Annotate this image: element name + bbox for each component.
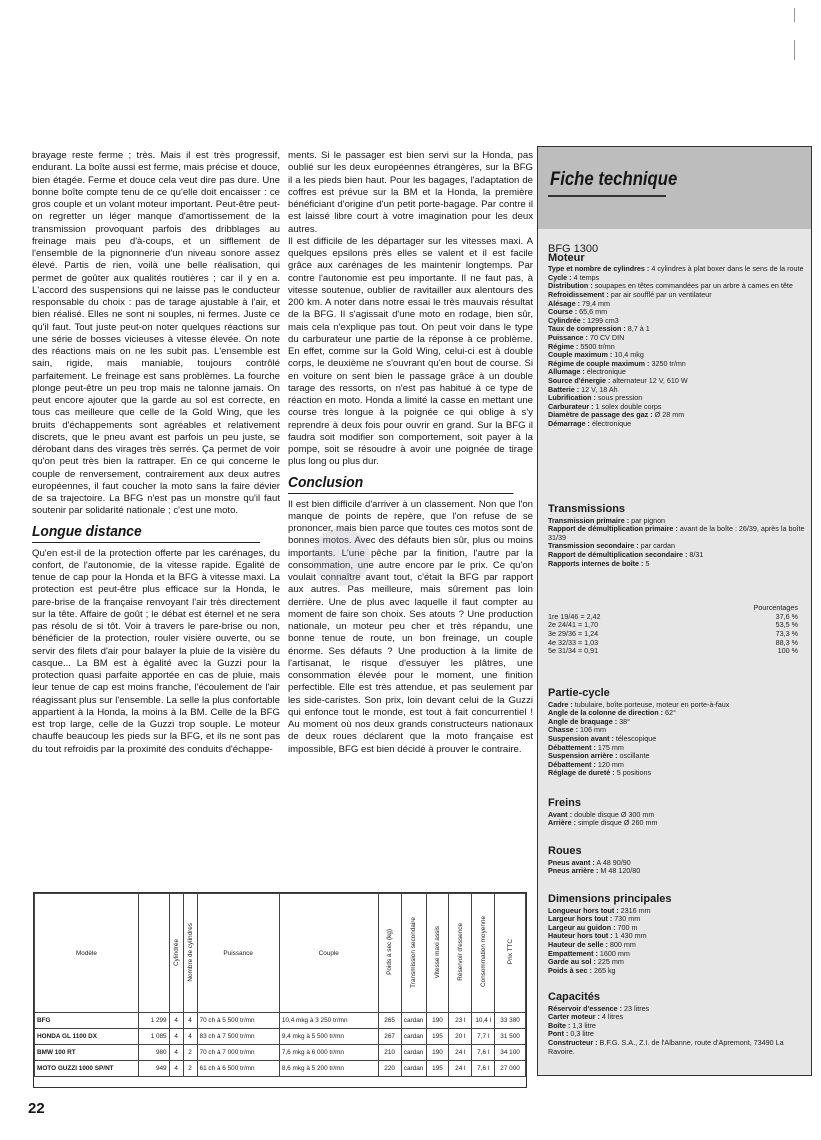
spec-line bbox=[548, 525, 806, 542]
column-header bbox=[138, 894, 169, 1013]
table-cell: 195 bbox=[426, 1029, 449, 1045]
table-cell: 70 ch à 7 000 tr/mn bbox=[197, 1045, 279, 1061]
spec-key: Constructeur : bbox=[548, 1037, 598, 1047]
article-column-2 bbox=[288, 150, 533, 756]
spec-value: 62° bbox=[663, 708, 676, 718]
spec-key: Débattement : bbox=[548, 742, 596, 752]
gear-ratio: 2e 24/41 = 1,70 bbox=[548, 620, 599, 630]
page-number: 22 bbox=[28, 1100, 45, 1117]
spec-value: 1 solex double corps bbox=[593, 401, 662, 411]
table-cell: 34 100 bbox=[495, 1045, 526, 1061]
gear-ratio: 3e 29/36 = 1,24 bbox=[548, 628, 599, 638]
roues-section bbox=[548, 847, 806, 876]
article-column-1 bbox=[32, 150, 280, 756]
table-cell: 190 bbox=[426, 1045, 449, 1061]
spec-key: Alésage : bbox=[548, 298, 580, 308]
column-header-label: Transmission secondaire bbox=[410, 916, 418, 988]
spec-value: 5500 tr/mn bbox=[578, 341, 615, 351]
spec-key: Allumage : bbox=[548, 367, 585, 377]
spec-value: 1,3 litre bbox=[570, 1020, 596, 1030]
gear-ratio: 5e 31/34 = 0,91 bbox=[548, 646, 599, 656]
spec-value: 700 m bbox=[615, 922, 638, 932]
spec-key: Puissance : bbox=[548, 332, 588, 342]
spec-key: Chasse : bbox=[548, 725, 578, 735]
column-header-label: Prix TTC bbox=[506, 939, 514, 965]
spec-key: Réglage de dureté : bbox=[548, 768, 615, 778]
title-underline bbox=[548, 195, 666, 197]
spec-value: 8,7 à 1 bbox=[625, 324, 650, 334]
spec-value: soupapes en têtes commandées par un arbre à cames en tête bbox=[592, 281, 793, 291]
spec-value: 4 temps bbox=[571, 272, 600, 282]
gear-percentage: 53,5 % bbox=[775, 620, 798, 630]
spec-key: Cadre : bbox=[548, 699, 573, 709]
spec-value: 120 mm bbox=[595, 759, 624, 769]
spec-key: Taux de compression : bbox=[548, 324, 626, 334]
spec-key: Couple maximum : bbox=[548, 350, 613, 360]
spec-key: Régime : bbox=[548, 341, 579, 351]
watermark-stamp bbox=[312, 528, 370, 586]
spec-value: 0,3 litre bbox=[568, 1029, 594, 1039]
spec-key: Garde au sol : bbox=[548, 957, 596, 967]
table-cell: 195 bbox=[426, 1061, 449, 1077]
spec-key: Démarrage : bbox=[548, 418, 590, 428]
spec-value: B.F.G. S.A., Z.I. de l'Albanne, route d'Apremont, 73490 La Ravoire. bbox=[548, 1037, 784, 1056]
spec-key: Hauteur hors tout : bbox=[548, 931, 613, 941]
table-cell: 7,7 l bbox=[472, 1029, 495, 1045]
spec-key: Largeur hors tout : bbox=[548, 914, 613, 924]
column-header-label: Modèle bbox=[75, 949, 97, 957]
table-cell: 31 500 bbox=[495, 1029, 526, 1045]
table-cell: 20 l bbox=[449, 1029, 472, 1045]
spec-key: Transmission secondaire : bbox=[548, 541, 639, 551]
spec-value: télescopique bbox=[613, 733, 657, 743]
table-cell: 24 l bbox=[449, 1045, 472, 1061]
table-cell: 4 bbox=[169, 1013, 183, 1029]
spec-value: 10,4 mkg bbox=[612, 350, 644, 360]
paragraph: Il est difficile de les départager sur les vitesses maxi. A quelques epsilons près elles se valent et il est facile grâce aux carénages de les maintenir longtemps. Par contre l'autonomie est peu importante. Il ne faut pas, à vitesse soutenue, oublier de ravitailler aux alentours des 200 km. A noter dans notre essai le très mauvais résultat de la BFG. Il s'agissait d'une moto en rodage, bien sûr, mais cela n'explique pas tout. On peut voir dans le type du carburateur une partie de la réponse à ce problème. En effet, comme sur la Gold Wing, celui-ci est à double corps, le deuxième ne s'ouvrant qu'en bout de course. Si en voiture on sent bien le passage grâce à un double tarage des ressorts, on n'est pas habitué à ce type de réaction en moto. Honda a limité la casse en mettant une course très longue à la poignée ce qui oblige à s'y reprendre à deux fois pour ouvrir en grand. Sur la BFG il faudra soit modifier son comportement, soit payer à la pompe, soit se résoudre à avoir une poignée de tirage plus long ou plus dur. bbox=[288, 235, 533, 468]
spec-value: 4 cylindres à plat boxer dans le sens de la route bbox=[649, 264, 804, 274]
spec-value: avant de la boîte : 26/39, après la boîte 31/39 bbox=[548, 524, 805, 542]
paragraph: ments. Si le passager est bien servi sur la Honda, pas oublié sur les deux européennes étrangères, sur la BFG il a les pieds bien haut. Pour les bagages, l'adaptation de coffres est prévue sur la BM et la Honda, la première bénéficiant d'origine d'un petit porte-bagage. Par contre il est laissé libre court à votre imagination pour les deux autres. bbox=[288, 150, 533, 235]
spec-key: Transmission primaire : bbox=[548, 515, 630, 525]
spec-key: Suspension avant : bbox=[548, 733, 614, 743]
spec-key: Rapports internes de boîte : bbox=[548, 558, 644, 568]
gear-percentage: 73,3 % bbox=[775, 628, 798, 638]
spec-key: Hauteur de selle : bbox=[548, 939, 608, 949]
spec-key: Boîte : bbox=[548, 1020, 571, 1030]
freins-heading: Freins bbox=[548, 797, 582, 809]
spec-key: Pont : bbox=[548, 1029, 569, 1039]
paragraph: Il est bien difficile d'arriver à un classement. Non que l'on manque de points de repère, que l'on refuse de se prononcer, mais bien parce que toutes ces motos sont de bonnes motos. Avec des défauts bien sûr, plus ou moins importants. L'une pêche par la finition, l'autre par la consommation, une autre encore par le prix. Ce qu'on voulait connaître avant tout, c'était la BFG par rapport aux autres. Pas meilleure, mais sûrement pas loin derrière. Une de plus avec laquelle il faut compter au moment de faire son choix. Ses atouts ? Une production nationale, un moteur peu cher et très répandu, une bonne tenue de route, un bon freinage, un couple énorme. Ses défauts ? Une production à la limite de l'artisanat, le risque d'essuyer les plâtres, une consommation élevée pour le moment, une finition perfectible. Elle est très attendue, et pas seulement par les side-caristes. Son prix, loin devant celui de la Guzzi qui enfonce tout le monde, est tout à fait concurrentiel ! Au moment où nos deux grands constructeurs nationaux de deux roues déclarent que la moto française est impossible, BFG est bien décidé à prouver le contraire. bbox=[288, 498, 533, 755]
table-cell: 210 bbox=[378, 1045, 401, 1061]
table-cell: cardan bbox=[401, 1029, 426, 1045]
table-row bbox=[35, 1029, 526, 1045]
table-cell: 70 ch à 5 500 tr/mn bbox=[197, 1013, 279, 1029]
roues-specs bbox=[548, 859, 806, 876]
spec-line bbox=[548, 420, 806, 429]
spec-line bbox=[548, 967, 806, 976]
spec-key: Source d'énergie : bbox=[548, 375, 611, 385]
edge-mark bbox=[794, 40, 795, 60]
sidebar-title: Fiche technique bbox=[550, 169, 678, 190]
spec-key: Débattement : bbox=[548, 759, 596, 769]
spec-value: 70 CV DIN bbox=[587, 332, 625, 342]
spec-value: simple disque Ø 260 mm bbox=[575, 818, 658, 828]
spec-value: 38° bbox=[617, 716, 630, 726]
table-cell: 61 ch à 6 500 tr/mn bbox=[197, 1061, 279, 1077]
column-header-label: Nombre de cylindres bbox=[186, 922, 194, 982]
spec-value: électronique bbox=[589, 418, 632, 428]
capacites-section bbox=[548, 993, 806, 1056]
transmissions-heading: Transmissions bbox=[548, 503, 626, 515]
spec-key: Course : bbox=[548, 307, 578, 317]
spec-line bbox=[548, 560, 806, 569]
transmission-specs bbox=[548, 517, 806, 569]
partie-cycle-heading: Partie-cycle bbox=[548, 687, 610, 699]
column-header bbox=[197, 894, 279, 1013]
spec-key: Angle de la colonne de direction : bbox=[548, 708, 664, 718]
spec-line bbox=[548, 769, 806, 778]
transmissions-section bbox=[548, 505, 806, 656]
spec-key: Réservoir d'essence : bbox=[548, 1003, 623, 1013]
gear-percentage: 37,6 % bbox=[775, 611, 798, 621]
spec-value: 1600 mm bbox=[597, 948, 630, 958]
spec-value: 265 kg bbox=[591, 965, 616, 975]
spec-value: oscillante bbox=[617, 751, 650, 761]
table-cell: 7,6 l bbox=[472, 1061, 495, 1077]
spec-key: Distribution : bbox=[548, 281, 593, 291]
table-cell: 33 380 bbox=[495, 1013, 526, 1029]
table-cell: 83 ch à 7 500 tr/mn bbox=[197, 1029, 279, 1045]
table-cell: 4 bbox=[169, 1061, 183, 1077]
gear-percentage: 100 % bbox=[777, 646, 798, 656]
table-row bbox=[35, 1061, 526, 1077]
spec-key: Arrière : bbox=[548, 818, 576, 828]
roues-heading: Roues bbox=[548, 845, 582, 857]
gear-ratio: 1re 19/46 = 2,42 bbox=[548, 611, 601, 621]
table-cell: 190 bbox=[426, 1013, 449, 1029]
spec-value: 65,6 mm bbox=[577, 307, 608, 317]
spec-key: Pneus arrière : bbox=[548, 866, 599, 876]
spec-key: Poids à sec : bbox=[548, 965, 592, 975]
spec-value: 3250 tr/mn bbox=[649, 358, 686, 368]
column-header bbox=[401, 894, 426, 1013]
spec-value: double disque Ø 300 mm bbox=[572, 809, 655, 819]
spec-value: par pignon bbox=[629, 515, 666, 525]
model-cell: BMW 100 RT bbox=[35, 1045, 139, 1061]
column-header bbox=[495, 894, 526, 1013]
table-cell: 10,4 mkg à 3 250 tr/mn bbox=[279, 1013, 378, 1029]
model-name: BFG 1300 bbox=[548, 243, 599, 255]
spec-line bbox=[548, 819, 806, 828]
model-cell: MOTO GUZZI 1000 SP/NT bbox=[35, 1061, 139, 1077]
spec-value: sous pression bbox=[595, 393, 643, 403]
pourcentages-label: Pourcentages bbox=[753, 603, 798, 613]
column-header bbox=[426, 894, 449, 1013]
table-cell: 1 085 bbox=[138, 1029, 169, 1045]
column-header-label: Consommation moyenne bbox=[479, 916, 487, 988]
table-cell: 949 bbox=[138, 1061, 169, 1077]
spec-value: 8/31 bbox=[687, 549, 704, 559]
table-cell: 8,6 mkg à 5 200 tr/mn bbox=[279, 1061, 378, 1077]
table-cell: 4 bbox=[169, 1029, 183, 1045]
spec-line bbox=[548, 1039, 806, 1056]
gear-ratios bbox=[548, 613, 806, 656]
table-cell: 7,6 l bbox=[472, 1045, 495, 1061]
table-cell: 9,4 mkg à 5 500 tr/mn bbox=[279, 1029, 378, 1045]
spec-key: Pneus avant : bbox=[548, 857, 595, 867]
comparison-table bbox=[33, 892, 527, 1088]
spec-key: Lubrification : bbox=[548, 393, 596, 403]
table-cell: cardan bbox=[401, 1061, 426, 1077]
table-cell: 980 bbox=[138, 1045, 169, 1061]
spec-value: 175 mm bbox=[595, 742, 624, 752]
moteur-section bbox=[548, 245, 806, 428]
column-header-label: Vitesse maxi assis bbox=[433, 925, 441, 979]
capacite-specs bbox=[548, 1005, 806, 1057]
column-header-label: Puissance bbox=[223, 949, 253, 957]
table-cell: 4 bbox=[183, 1029, 197, 1045]
capacites-heading: Capacités bbox=[548, 991, 600, 1003]
table-body bbox=[35, 1013, 526, 1077]
freins-section bbox=[548, 799, 806, 828]
spec-key: Diamètre de passage des gaz : bbox=[548, 410, 653, 420]
spec-value: 12 V, 18 Ah bbox=[579, 384, 618, 394]
spec-key: Largeur au guidon : bbox=[548, 922, 616, 932]
table-cell: cardan bbox=[401, 1045, 426, 1061]
table-cell: 10,4 l bbox=[472, 1013, 495, 1029]
section-heading-conclusion: Conclusion bbox=[288, 475, 513, 494]
table-cell: 2 bbox=[183, 1061, 197, 1077]
spec-value: 1 430 mm bbox=[612, 931, 647, 941]
spec-key: Batterie : bbox=[548, 384, 580, 394]
table-cell: 265 bbox=[378, 1013, 401, 1029]
spec-key: Type et nombre de cylindres : bbox=[548, 264, 650, 274]
table-cell: 220 bbox=[378, 1061, 401, 1077]
spec-key: Rapport de démultiplication secondaire : bbox=[548, 549, 688, 559]
table-cell: 4 bbox=[169, 1045, 183, 1061]
table-row bbox=[35, 1013, 526, 1029]
freins-specs bbox=[548, 811, 806, 828]
spec-key: Suspension arrière : bbox=[548, 751, 618, 761]
spec-value: 2316 mm bbox=[618, 905, 651, 915]
table-cell: 4 bbox=[183, 1013, 197, 1029]
column-header bbox=[378, 894, 401, 1013]
table-cell: 267 bbox=[378, 1029, 401, 1045]
table-cell: 23 l bbox=[449, 1013, 472, 1029]
spec-value: 225 mm bbox=[595, 957, 624, 967]
spec-value: par cardan bbox=[638, 541, 676, 551]
spec-key: Refroidissement : bbox=[548, 289, 609, 299]
gear-ratio-row bbox=[548, 647, 798, 656]
spec-key: Rapport de démultiplication primaire : bbox=[548, 524, 678, 534]
spec-key: Régime de couple maximum : bbox=[548, 358, 650, 368]
spec-value: 106 mm bbox=[577, 725, 606, 735]
column-header-label: Poids à sec (kg) bbox=[386, 929, 394, 975]
column-header bbox=[169, 894, 183, 1013]
table-cell: cardan bbox=[401, 1013, 426, 1029]
table-cell: 27 000 bbox=[495, 1061, 526, 1077]
spec-value: tubulaire, boîte porteuse, moteur en porte-à-faux bbox=[572, 699, 730, 709]
moteur-heading: Moteur bbox=[548, 251, 585, 264]
spec-key: Angle de braquage : bbox=[548, 716, 618, 726]
model-cell: HONDA GL 1100 DX bbox=[35, 1029, 139, 1045]
spec-key: Avant : bbox=[548, 809, 573, 819]
model-cell: BFG bbox=[35, 1013, 139, 1029]
table-cell: 2 bbox=[183, 1045, 197, 1061]
spec-value: 4 litres bbox=[599, 1012, 624, 1022]
edge-mark bbox=[794, 8, 795, 22]
spec-key: Empattement : bbox=[548, 948, 598, 958]
spec-value: alternateur 12 V, 610 W bbox=[610, 375, 688, 385]
column-header bbox=[472, 894, 495, 1013]
table-cell: 24 l bbox=[449, 1061, 472, 1077]
column-header bbox=[183, 894, 197, 1013]
column-header bbox=[449, 894, 472, 1013]
spec-value: électronique bbox=[584, 367, 626, 377]
column-header bbox=[35, 894, 139, 1013]
spec-value: par air soufflé par un ventilateur bbox=[608, 289, 712, 299]
column-header-label: Réservoir d'essence bbox=[456, 923, 464, 981]
paragraph: Qu'en est-il de la protection offerte par les carénages, du confort, de l'autonomie, de la vitesse rapide. Egalité de tenue de cap pour la Honda et la BFG à vitesse maxi. La protection est peut-être plus efficace sur la Honda, le pare-brise de la française renvoyant l'air très directement sur la tête. Affaire de goût ; le débat est éternel et ne sera pas résolu de si tôt. Voir à travers le pare-brise ou non, bénéficier de la protection, rouler visière ouverte, ou se servir des filets d'air pour balayer la pluie de la visière du casque... La BM est à égalité avec la Guzzi pour la protection quasi parfaite apportée en cas de pluie, mais leur tenue de cap est moins franche, l'écoulement de l'air réagissant plus sur l'ensemble. La selle la plus confortable appartient à la Honda, la moins à la BM. Celle de la BFG est trop large, celle de la Guzzi trop souple. Le moteur chauffe beaucoup les pieds sur la BFG, et ils ne sont pas du tout refroidis par la proximité des conduits d'échappe- bbox=[32, 547, 280, 755]
spec-key: Carburateur : bbox=[548, 401, 594, 411]
spec-value: 800 mm bbox=[607, 939, 636, 949]
fiche-technique-sidebar bbox=[537, 146, 812, 1076]
partie-cycle-section bbox=[548, 689, 806, 778]
spec-line bbox=[548, 867, 806, 876]
dimensions-section bbox=[548, 895, 806, 975]
partie-cycle-specs bbox=[548, 701, 806, 778]
column-header-label: Couple bbox=[318, 949, 339, 957]
table-header-row bbox=[35, 894, 526, 1013]
table-cell: 1 299 bbox=[138, 1013, 169, 1029]
column-header bbox=[279, 894, 378, 1013]
spec-value: 79,4 mm bbox=[579, 298, 610, 308]
spec-value: 1299 cm3 bbox=[585, 315, 619, 325]
spec-value: A 48 90/90 bbox=[594, 857, 631, 867]
spec-value: 23 litres bbox=[622, 1003, 650, 1013]
spec-key: Cylindrée : bbox=[548, 315, 586, 325]
dimensions-heading: Dimensions principales bbox=[548, 893, 672, 905]
spec-key: Cycle : bbox=[548, 272, 572, 282]
column-header-label: Cylindrée bbox=[172, 938, 180, 966]
table-cell: 7,6 mkg à 6 000 tr/mn bbox=[279, 1045, 378, 1061]
table-row bbox=[35, 1045, 526, 1061]
spec-value: 5 bbox=[643, 558, 650, 568]
spec-value: Ø 28 mm bbox=[652, 410, 685, 420]
spec-value: 5 positions bbox=[614, 768, 652, 778]
spec-value: M 48 120/80 bbox=[598, 866, 641, 876]
spec-value: 730 mm bbox=[612, 914, 641, 924]
paragraph: brayage reste ferme ; très. Mais il est très progressif, endurant. La boîte aussi est ferme, mais précise et douce, bien étagée. Ferme et douce cela veut dire pas dure. Une bonne boîte compte tenu de ce qu'elle doit encaisser : ce gros couple et un volant moteur important. Peut-être peut-on regretter un léger manque d'amortissement de la transmission provoquant parfois des dribblages au freinage mais peu d'à-coups, et un sifflement de l'ensemble de la pignonnerie d'un niveau sonore assez élevé. Partis de rien, voilà une belle réalisation, qui permet de goûter aux qualités routières ; car il y en a. L'accord des suspensions qui ne laisse pas le conducteur responsable du choix : pas de tarage ajustable à l'air, et bien réalisé. Elles ne sont ni souples, ni fermes. Juste ce qu'il faut. Tout juste peut-on noter quelques réactions sur une série de bosses vicieuses à vitesse élevée. On note des réactions mais on ne les subit pas. L'ensemble est sain, rigide, mais maniable, toujours contrôlé parfaitement. Le freinage est sans problèmes. La fourche plonge peut-être un peu trop mais ne talonne jamais. On peut encore ajouter que la garde au sol est correcte, en tous cas meilleure que celle de la Gold Wing, que les bruits d'échappements sont agréables et relativement discrets, que le pneu avant est parfois un peu juste, se dérobant dans des virages très serrés. Ça permet de voir qu'on peut très bien la rattraper. En ce qui concerne le couple de renversement, contrairement aux deux autres européennes, il faut coucher la moto sans la faire dévier de sa trajectoire. La BFG n'est pas un monstre qu'il faut soutenir par solidarité nationale ; c'est une moto. bbox=[32, 150, 280, 517]
moteur-specs bbox=[548, 265, 806, 428]
spec-key: Longueur hors tout : bbox=[548, 905, 619, 915]
gear-percentage: 88,3 % bbox=[775, 637, 798, 647]
gear-ratio: 4e 32/33 = 1,03 bbox=[548, 637, 599, 647]
section-heading-longue-distance: Longue distance bbox=[32, 524, 260, 543]
dimension-specs bbox=[548, 907, 806, 976]
spec-key: Carter moteur : bbox=[548, 1012, 600, 1022]
